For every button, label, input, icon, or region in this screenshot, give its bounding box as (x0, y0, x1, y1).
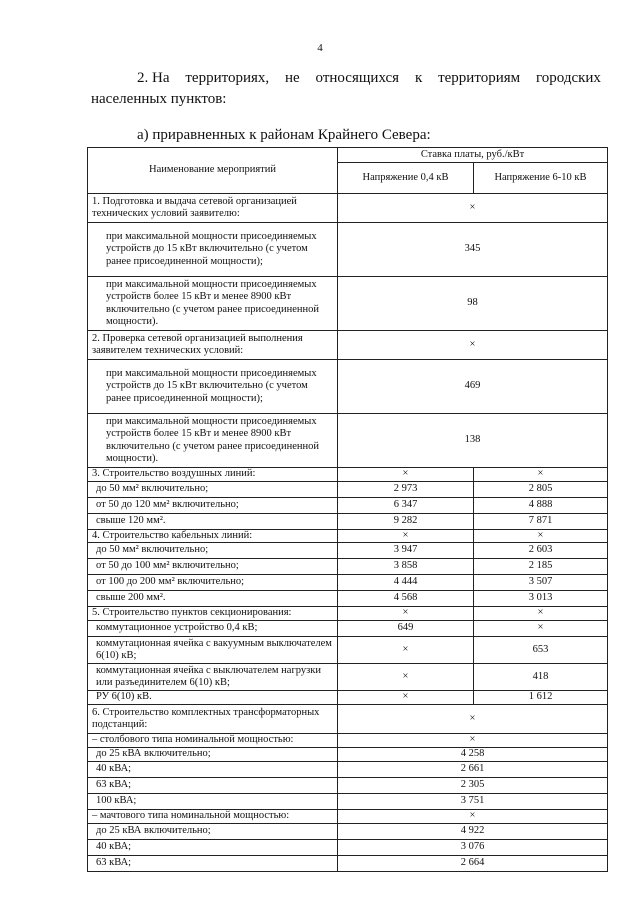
rate-value: 138 (338, 414, 608, 468)
rate-04-value: 4 568 (338, 591, 474, 607)
rate-04-value: × (338, 691, 474, 705)
table-row (88, 664, 608, 691)
header-col-04: Напряжение 0,4 кВ (338, 163, 474, 194)
row-label: при максимальной мощности присоединяемых устройств до 15 кВт включительно (с учетом ранее присоединенной мощности); (88, 223, 338, 277)
row-label: 3. Строительство воздушных линий: (88, 468, 338, 482)
page-number: 4 (317, 42, 323, 54)
rate-value: 98 (338, 277, 608, 331)
rate-04-value: 3 858 (338, 559, 474, 575)
rate-value: × (338, 331, 608, 360)
intro-word: городских (535, 70, 601, 86)
rate-610-value: 653 (474, 637, 608, 664)
rate-value: 2 664 (338, 856, 608, 872)
table-row (88, 360, 608, 414)
row-label: коммутационная ячейка с вакуумным выключателем 6(10) кВ; (88, 637, 338, 664)
row-label: 6. Строительство комплектных трансформаторных подстанций: (88, 705, 338, 734)
rate-value: 345 (338, 223, 608, 277)
rate-610-value: × (474, 621, 608, 637)
row-label: при максимальной мощности присоединяемых устройств до 15 кВт включительно (с учетом ранее присоединенной мощности); (88, 360, 338, 414)
intro-word: к (414, 70, 423, 86)
row-label: коммутационное устройство 0,4 кВ; (88, 621, 338, 637)
table-row (88, 794, 608, 810)
table-row (88, 705, 608, 734)
rate-value: 4 922 (338, 824, 608, 840)
table-row (88, 748, 608, 762)
row-label: до 25 кВА включительно; (88, 748, 338, 762)
row-label: от 50 до 100 мм² включительно; (88, 559, 338, 575)
rate-610-value: 3 013 (474, 591, 608, 607)
rate-04-value: 4 444 (338, 575, 474, 591)
table-row (88, 840, 608, 856)
intro-line-2: населенных пунктов: (91, 91, 227, 107)
rate-04-value: 3 947 (338, 543, 474, 559)
row-label: 40 кВА; (88, 762, 338, 778)
intro-word: 2. На (137, 70, 170, 86)
row-label: от 50 до 120 мм² включительно; (88, 497, 338, 513)
table-row (88, 856, 608, 872)
rate-610-value: 418 (474, 664, 608, 691)
table-row (88, 559, 608, 575)
section-heading: а) приравненных к районам Крайнего Севера: (137, 127, 431, 143)
table-row (88, 277, 608, 331)
rate-04-value: 6 347 (338, 497, 474, 513)
rate-value: × (338, 734, 608, 748)
table-row (88, 468, 608, 482)
intro-word: территориях, (185, 70, 270, 86)
rate-04-value: × (338, 607, 474, 621)
row-label: свыше 120 мм². (88, 513, 338, 529)
rate-value: 2 305 (338, 778, 608, 794)
table-row (88, 824, 608, 840)
row-label: до 25 кВА включительно; (88, 824, 338, 840)
row-label: 63 кВА; (88, 856, 338, 872)
rate-value: 3 751 (338, 794, 608, 810)
rate-value: 469 (338, 360, 608, 414)
row-label: 5. Строительство пунктов секционирования: (88, 607, 338, 621)
table-row (88, 607, 608, 621)
rate-value: 3 076 (338, 840, 608, 856)
table-row (88, 331, 608, 360)
intro-word: не (285, 70, 300, 86)
row-label: 40 кВА; (88, 840, 338, 856)
table-row (88, 529, 608, 543)
table-row (88, 621, 608, 637)
table-row (88, 497, 608, 513)
rate-value: 4 258 (338, 748, 608, 762)
header-rate: Ставка платы, руб./кВт (338, 148, 608, 163)
table-header (88, 148, 608, 194)
rate-610-value: 2 185 (474, 559, 608, 575)
header-col-610: Напряжение 6-10 кВ (474, 163, 608, 194)
table-row (88, 543, 608, 559)
table-row (88, 734, 608, 748)
rate-04-value: 2 973 (338, 481, 474, 497)
table-row (88, 762, 608, 778)
table-body (88, 194, 608, 872)
row-label: 2. Проверка сетевой организацией выполнения заявителем технических условий: (88, 331, 338, 360)
row-label: свыше 200 мм². (88, 591, 338, 607)
table-row (88, 637, 608, 664)
header-name: Наименование мероприятий (88, 148, 338, 194)
fee-table (87, 147, 608, 872)
rate-610-value: 7 871 (474, 513, 608, 529)
rate-04-value: × (338, 468, 474, 482)
intro-word: территориям (438, 70, 521, 86)
row-label: РУ 6(10) кВ. (88, 691, 338, 705)
rate-04-value: × (338, 664, 474, 691)
table-row (88, 513, 608, 529)
rate-04-value: 9 282 (338, 513, 474, 529)
rate-610-value: × (474, 468, 608, 482)
row-label: от 100 до 200 мм² включительно; (88, 575, 338, 591)
rate-610-value: 1 612 (474, 691, 608, 705)
row-label: до 50 мм² включительно; (88, 481, 338, 497)
rate-value: 2 661 (338, 762, 608, 778)
rate-04-value: 649 (338, 621, 474, 637)
table-row (88, 591, 608, 607)
row-label: коммутационная ячейка с выключателем нагрузки или разъединителем 6(10) кВ; (88, 664, 338, 691)
row-label: при максимальной мощности присоединяемых устройств более 15 кВт и менее 8900 кВт включительно (с учетом ранее присоединенной мощности). (88, 414, 338, 468)
row-label: до 50 мм² включительно; (88, 543, 338, 559)
table-row (88, 691, 608, 705)
intro-paragraph (91, 68, 601, 110)
row-label: 1. Подготовка и выдача сетевой организацией технических условий заявителю: (88, 194, 338, 223)
rate-610-value: 4 888 (474, 497, 608, 513)
rate-610-value: 2 805 (474, 481, 608, 497)
table-row (88, 223, 608, 277)
table-row (88, 194, 608, 223)
table-row (88, 481, 608, 497)
rate-04-value: × (338, 637, 474, 664)
row-label: – столбового типа номинальной мощностью: (88, 734, 338, 748)
intro-line-1 (91, 68, 601, 89)
row-label: при максимальной мощности присоединяемых устройств более 15 кВт и менее 8900 кВт включительно (с учетом ранее присоединенной мощности). (88, 277, 338, 331)
intro-word: относящихся (315, 70, 400, 86)
rate-value: × (338, 705, 608, 734)
rate-610-value: × (474, 529, 608, 543)
rate-610-value: 2 603 (474, 543, 608, 559)
rate-04-value: × (338, 529, 474, 543)
rate-610-value: 3 507 (474, 575, 608, 591)
row-label: 4. Строительство кабельных линий: (88, 529, 338, 543)
table-row (88, 414, 608, 468)
table-row (88, 810, 608, 824)
rate-610-value: × (474, 607, 608, 621)
rate-value: × (338, 194, 608, 223)
rate-value: × (338, 810, 608, 824)
row-label: – мачтового типа номинальной мощностью: (88, 810, 338, 824)
table-row (88, 778, 608, 794)
table-row (88, 575, 608, 591)
row-label: 100 кВА; (88, 794, 338, 810)
row-label: 63 кВА; (88, 778, 338, 794)
